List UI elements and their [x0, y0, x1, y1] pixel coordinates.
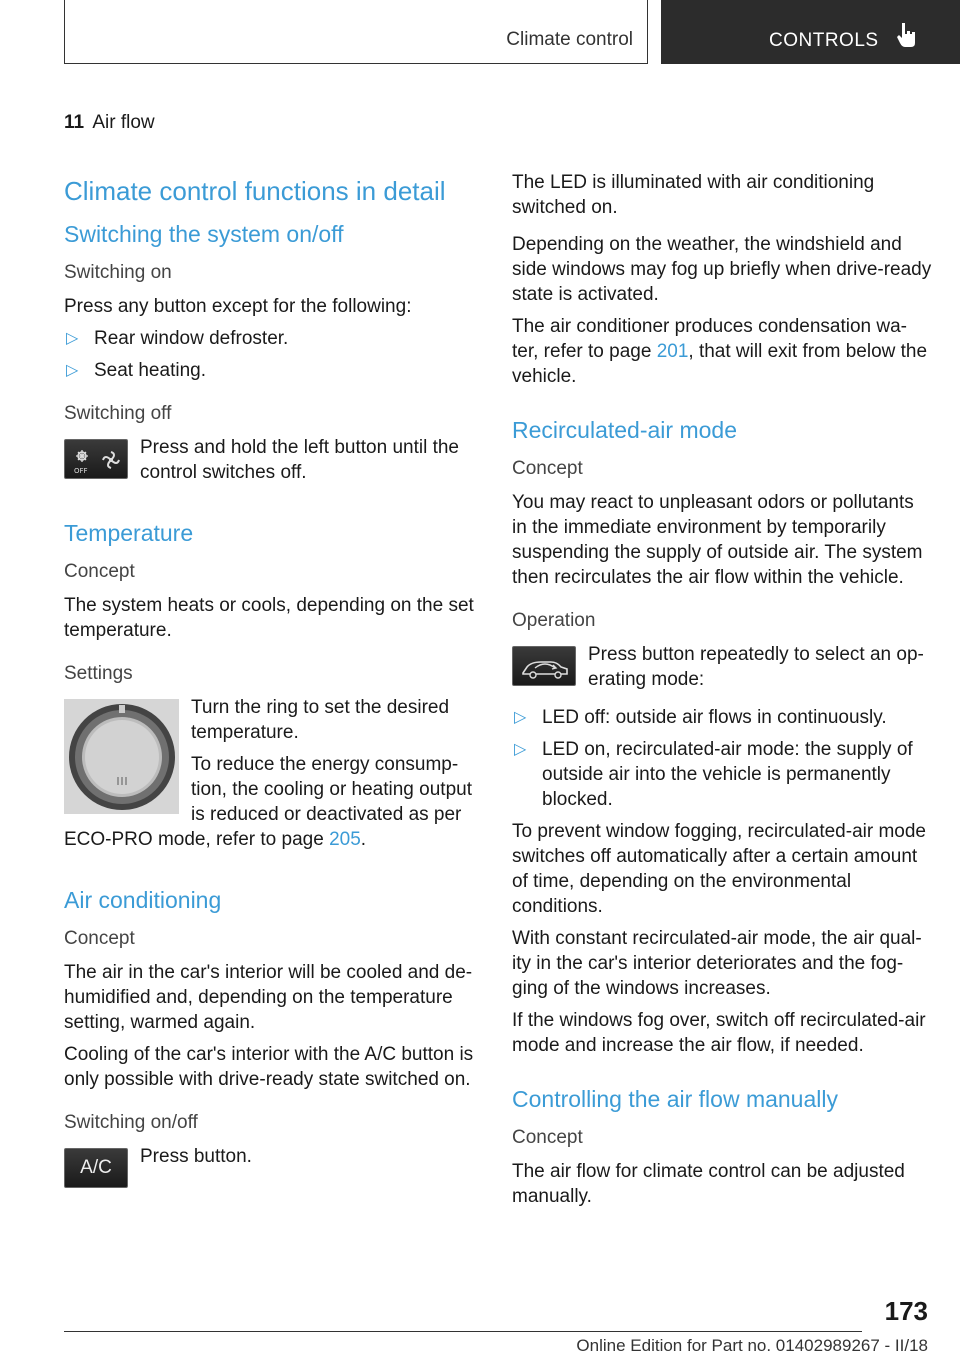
list-item: ▷ Rear window defroster. [66, 328, 289, 349]
text-operation: Press button repeatedly to select an op‐erating mode: [588, 644, 924, 690]
heading-temperature: Temperature [64, 520, 194, 546]
text-condensation: The air conditioner produces condensation wa‐ter, refer to page 201, that will exit from below the vehicle. [512, 316, 928, 387]
recirculation-button-icon [512, 646, 576, 686]
operation-block [512, 642, 932, 699]
left-column [64, 170, 484, 1200]
footer-divider [64, 1331, 862, 1332]
subheading-settings: Settings [64, 663, 133, 684]
triangle-bullet-icon: ▷ [66, 330, 79, 347]
text-recirc-concept: You may react to unpleasant odors or pollutants in the immediate environment by temporarily suspending the supply of outside air. The system then recirculates the air flow within the vehicle. [512, 492, 923, 588]
page-link-205[interactable]: 205 [329, 829, 361, 850]
heading-system-on-off: Switching the system on/off [64, 221, 344, 247]
subheading-switching-on-off: Switching on/off [64, 1112, 198, 1133]
ac-button-label: A/C [80, 1157, 112, 1178]
running-header-chapter [661, 0, 960, 64]
switching-off-block [64, 435, 484, 492]
text-manual-concept: The air flow for climate control can be adjusted manually. [512, 1161, 905, 1207]
text-led-ac: The LED is illuminated with air conditioning switched on. [512, 172, 875, 218]
running-header-section [64, 0, 648, 64]
pointing-hand-icon [895, 21, 919, 54]
list-item: ▷ Seat heating. [66, 360, 206, 381]
text-switching-on: Press any button except for the following: [64, 296, 412, 317]
page-link-201[interactable]: 201 [656, 341, 689, 362]
triangle-bullet-icon: ▷ [66, 362, 79, 379]
text-settings-2: To reduce the energy consump‐tion, the cooling or heating output is reduced or deactivated as per ECO-PRO mode, refer to page 205. [64, 754, 472, 850]
text-windows-fog: If the windows fog over, switch off recirculated-air mode and increase the air flow, if needed. [512, 1010, 926, 1056]
heading-recirculated-air: Recirculated-air mode [512, 417, 737, 443]
list-modes [512, 705, 932, 812]
subheading-operation: Operation [512, 610, 596, 631]
subheading-ac-concept: Concept [64, 928, 135, 949]
page-number: 173 [884, 1296, 928, 1326]
edition-note: Online Edition for Part no. 01402989267 - II/18 [576, 1336, 928, 1355]
text-ac-concept-2: Cooling of the car's interior with the A/C button is only possible with drive-ready state switched on. [64, 1044, 474, 1090]
text-fog-up: Depending on the weather, the windshield and side windows may fog up briefly when drive-ready state is activated. [512, 234, 932, 305]
svg-text:OFF: OFF [74, 467, 88, 475]
chapter-title: CONTROLS [769, 30, 879, 51]
text-switching-off: Press and hold the left button until the control switches off. [140, 437, 459, 483]
caption-number: 11 [64, 112, 85, 133]
subheading-switching-on: Switching on [64, 262, 172, 283]
text-prevent-fogging: To prevent window fogging, recirculated-air mode switches off automatically after a certain amount of time, depending on the environmental conditions. [512, 821, 926, 917]
fan-off-button-icon [64, 439, 128, 479]
right-column [512, 170, 932, 1216]
heading-manual-air-flow: Controlling the air flow manually [512, 1086, 838, 1112]
subheading-switching-off: Switching off [64, 403, 172, 424]
caption-text: Air flow [92, 112, 155, 133]
list-exceptions [64, 326, 484, 383]
text-temp-concept: The system heats or cools, depending on the set temperature. [64, 595, 474, 641]
subheading-manual-concept: Concept [512, 1127, 583, 1148]
subheading-recirc-concept: Concept [512, 458, 583, 479]
text-ac-concept-1: The air in the car's interior will be cooled and de‐humidified and, depending on the temperature setting, warmed again. [64, 962, 473, 1033]
heading-air-conditioning: Air conditioning [64, 887, 222, 913]
text-settings-1: Turn the ring to set the desired temperature. [191, 697, 450, 743]
temperature-knob-icon [64, 699, 179, 814]
page-title: Climate control functions in detail [64, 176, 446, 206]
list-item: ▷ LED on, recirculated-air mode: the supply of outside air into the vehicle is permanently blocked. [514, 739, 913, 810]
triangle-bullet-icon: ▷ [514, 741, 527, 758]
section-title: Climate control [506, 29, 633, 50]
ac-switch-block [64, 1144, 484, 1194]
subheading-temp-concept: Concept [64, 561, 135, 582]
triangle-bullet-icon: ▷ [514, 709, 527, 726]
figure-caption [64, 112, 155, 134]
text-press-button: Press button. [140, 1146, 252, 1167]
settings-block [64, 695, 484, 859]
list-item: ▷ LED off: outside air flows in continuously. [514, 707, 887, 728]
text-constant-recirc: With constant recirculated-air mode, the air qual‐ity in the car's interior deteriorates and the fog‐ging of the windows increases. [512, 928, 922, 999]
ac-button-icon [64, 1148, 128, 1188]
